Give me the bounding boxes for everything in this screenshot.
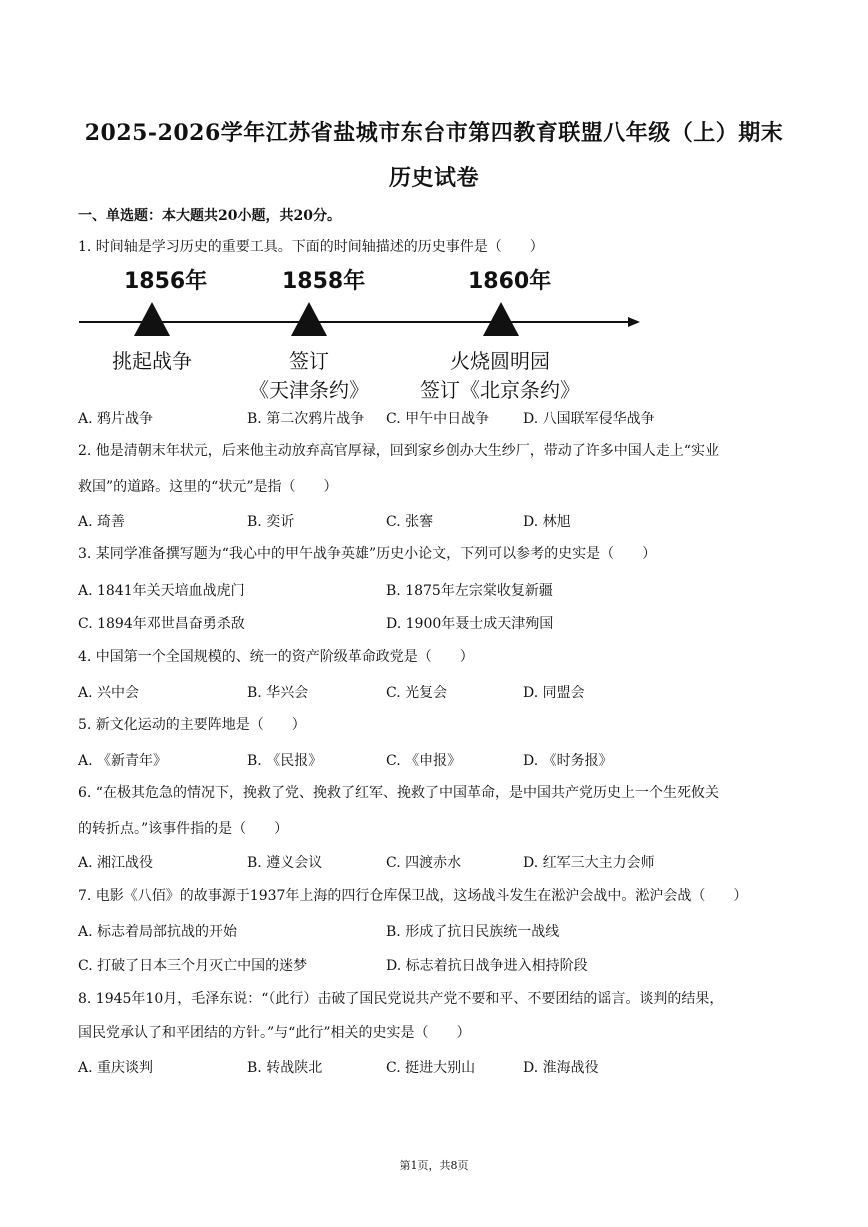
question-7-stem: 7. 电影《八佰》的故事源于1937年上海的四行仓库保卫战，这场战斗发生在淞沪会战中。淞沪会战（ ） — [78, 888, 748, 904]
timeline-marker-1860 — [483, 302, 519, 336]
timeline-label-1858-b: 《天津条约》 — [249, 378, 369, 402]
q1-option-d: D. 八国联军侵华战争 — [523, 411, 655, 427]
q7-option-c: C. 打破了日本三个月灭亡中国的迷梦 — [78, 958, 308, 974]
timeline-year-1856: 1856年 — [124, 269, 208, 294]
timeline-figure — [0, 258, 868, 408]
q2-option-c: C. 张謇 — [386, 514, 434, 530]
q2-option-b: B. 奕䜣 — [247, 514, 295, 530]
question-8-stem-line1: 8. 1945年10月，毛泽东说：“（此行）击破了国民党说共产党不要和平、不要团结的谣言。谈判的结果， — [78, 991, 724, 1007]
question-2-stem-line2: 救国”的道路。这里的“状元”是指（ ） — [78, 479, 338, 495]
q5-option-d: D. 《时务报》 — [523, 753, 613, 769]
q7-option-d: D. 标志着抗日战争进入相持阶段 — [386, 958, 588, 974]
q1-option-b: B. 第二次鸦片战争 — [247, 411, 365, 427]
q8-option-d: D. 淮海战役 — [523, 1060, 599, 1076]
q3-option-d: D. 1900年聂士成天津殉国 — [386, 616, 554, 632]
timeline-label-1856: 挑起战争 — [112, 349, 192, 373]
q3-option-a: A. 1841年关天培血战虎门 — [78, 583, 245, 599]
question-2-stem-line1: 2. 他是清朝末年状元，后来他主动放弃高官厚禄，回到家乡创办大生纱厂，带动了许多中国人走上“实业 — [78, 443, 719, 459]
question-5-stem: 5. 新文化运动的主要阵地是（ ） — [78, 717, 306, 733]
q6-option-c: C. 四渡赤水 — [386, 855, 462, 871]
q4-option-a: A. 兴中会 — [78, 685, 140, 701]
q6-option-a: A. 湘江战役 — [78, 855, 154, 871]
section-heading: 一、单选题：本大题共20小题，共20分。 — [78, 208, 341, 224]
q3-option-b: B. 1875年左宗棠收复新疆 — [386, 583, 553, 599]
q3-option-c: C. 1894年邓世昌奋勇杀敌 — [78, 616, 245, 632]
timeline-label-1858-a: 签订 — [289, 349, 329, 373]
question-8-stem-line2: 国民党承认了和平团结的方针。”与“此行”相关的史实是（ ） — [78, 1025, 471, 1041]
exam-title-line2: 历史试卷 — [388, 165, 479, 191]
timeline-marker-1856 — [134, 302, 170, 336]
q6-option-d: D. 红军三大主力会师 — [523, 855, 655, 871]
page-footer: 第1页，共8页 — [399, 1159, 469, 1172]
q2-option-d: D. 林旭 — [523, 514, 571, 530]
q1-option-a: A. 鸦片战争 — [78, 411, 154, 427]
q8-option-a: A. 重庆谈判 — [78, 1060, 154, 1076]
q4-option-d: D. 同盟会 — [523, 685, 585, 701]
q4-option-b: B. 华兴会 — [247, 685, 309, 701]
q1-option-c: C. 甲午中日战争 — [386, 411, 490, 427]
q4-option-c: C. 光复会 — [386, 685, 448, 701]
q8-option-b: B. 转战陕北 — [247, 1060, 323, 1076]
timeline-label-1860-b: 签订《北京条约》 — [420, 378, 580, 402]
question-4-stem: 4. 中国第一个全国规模的、统一的资产阶级革命政党是（ ） — [78, 649, 474, 665]
timeline-label-1860-a: 火烧圆明园 — [450, 349, 550, 373]
q8-option-c: C. 挺进大别山 — [386, 1060, 476, 1076]
q2-option-a: A. 琦善 — [78, 514, 126, 530]
q5-option-b: B. 《民报》 — [247, 753, 323, 769]
q5-option-a: A. 《新青年》 — [78, 753, 168, 769]
question-1-stem: 1. 时间轴是学习历史的重要工具。下面的时间轴描述的历史事件是（ ） — [78, 239, 544, 255]
question-6-stem-line1: 6. “在极其危急的情况下，挽救了党、挽救了红军、挽救了中国革命，是中国共产党历史上一个生死攸关 — [78, 785, 719, 801]
question-6-stem-line2: 的转折点。”该事件指的是（ ） — [78, 821, 289, 837]
q6-option-b: B. 遵义会议 — [247, 855, 323, 871]
timeline-year-1858: 1858年 — [282, 269, 366, 294]
q7-option-b: B. 形成了抗日民族统一战线 — [386, 924, 560, 940]
timeline-marker-1858 — [291, 302, 327, 336]
q5-option-c: C. 《申报》 — [386, 753, 462, 769]
q7-option-a: A. 标志着局部抗战的开始 — [78, 924, 238, 940]
exam-title-line1: 2025-2026学年江苏省盐城市东台市第四教育联盟八年级（上）期末 — [84, 120, 784, 146]
question-3-stem: 3. 某同学准备撰写题为“我心中的甲午战争英雄”历史小论文，下列可以参考的史实是（ ） — [78, 546, 657, 562]
timeline-year-1860: 1860年 — [468, 269, 552, 294]
